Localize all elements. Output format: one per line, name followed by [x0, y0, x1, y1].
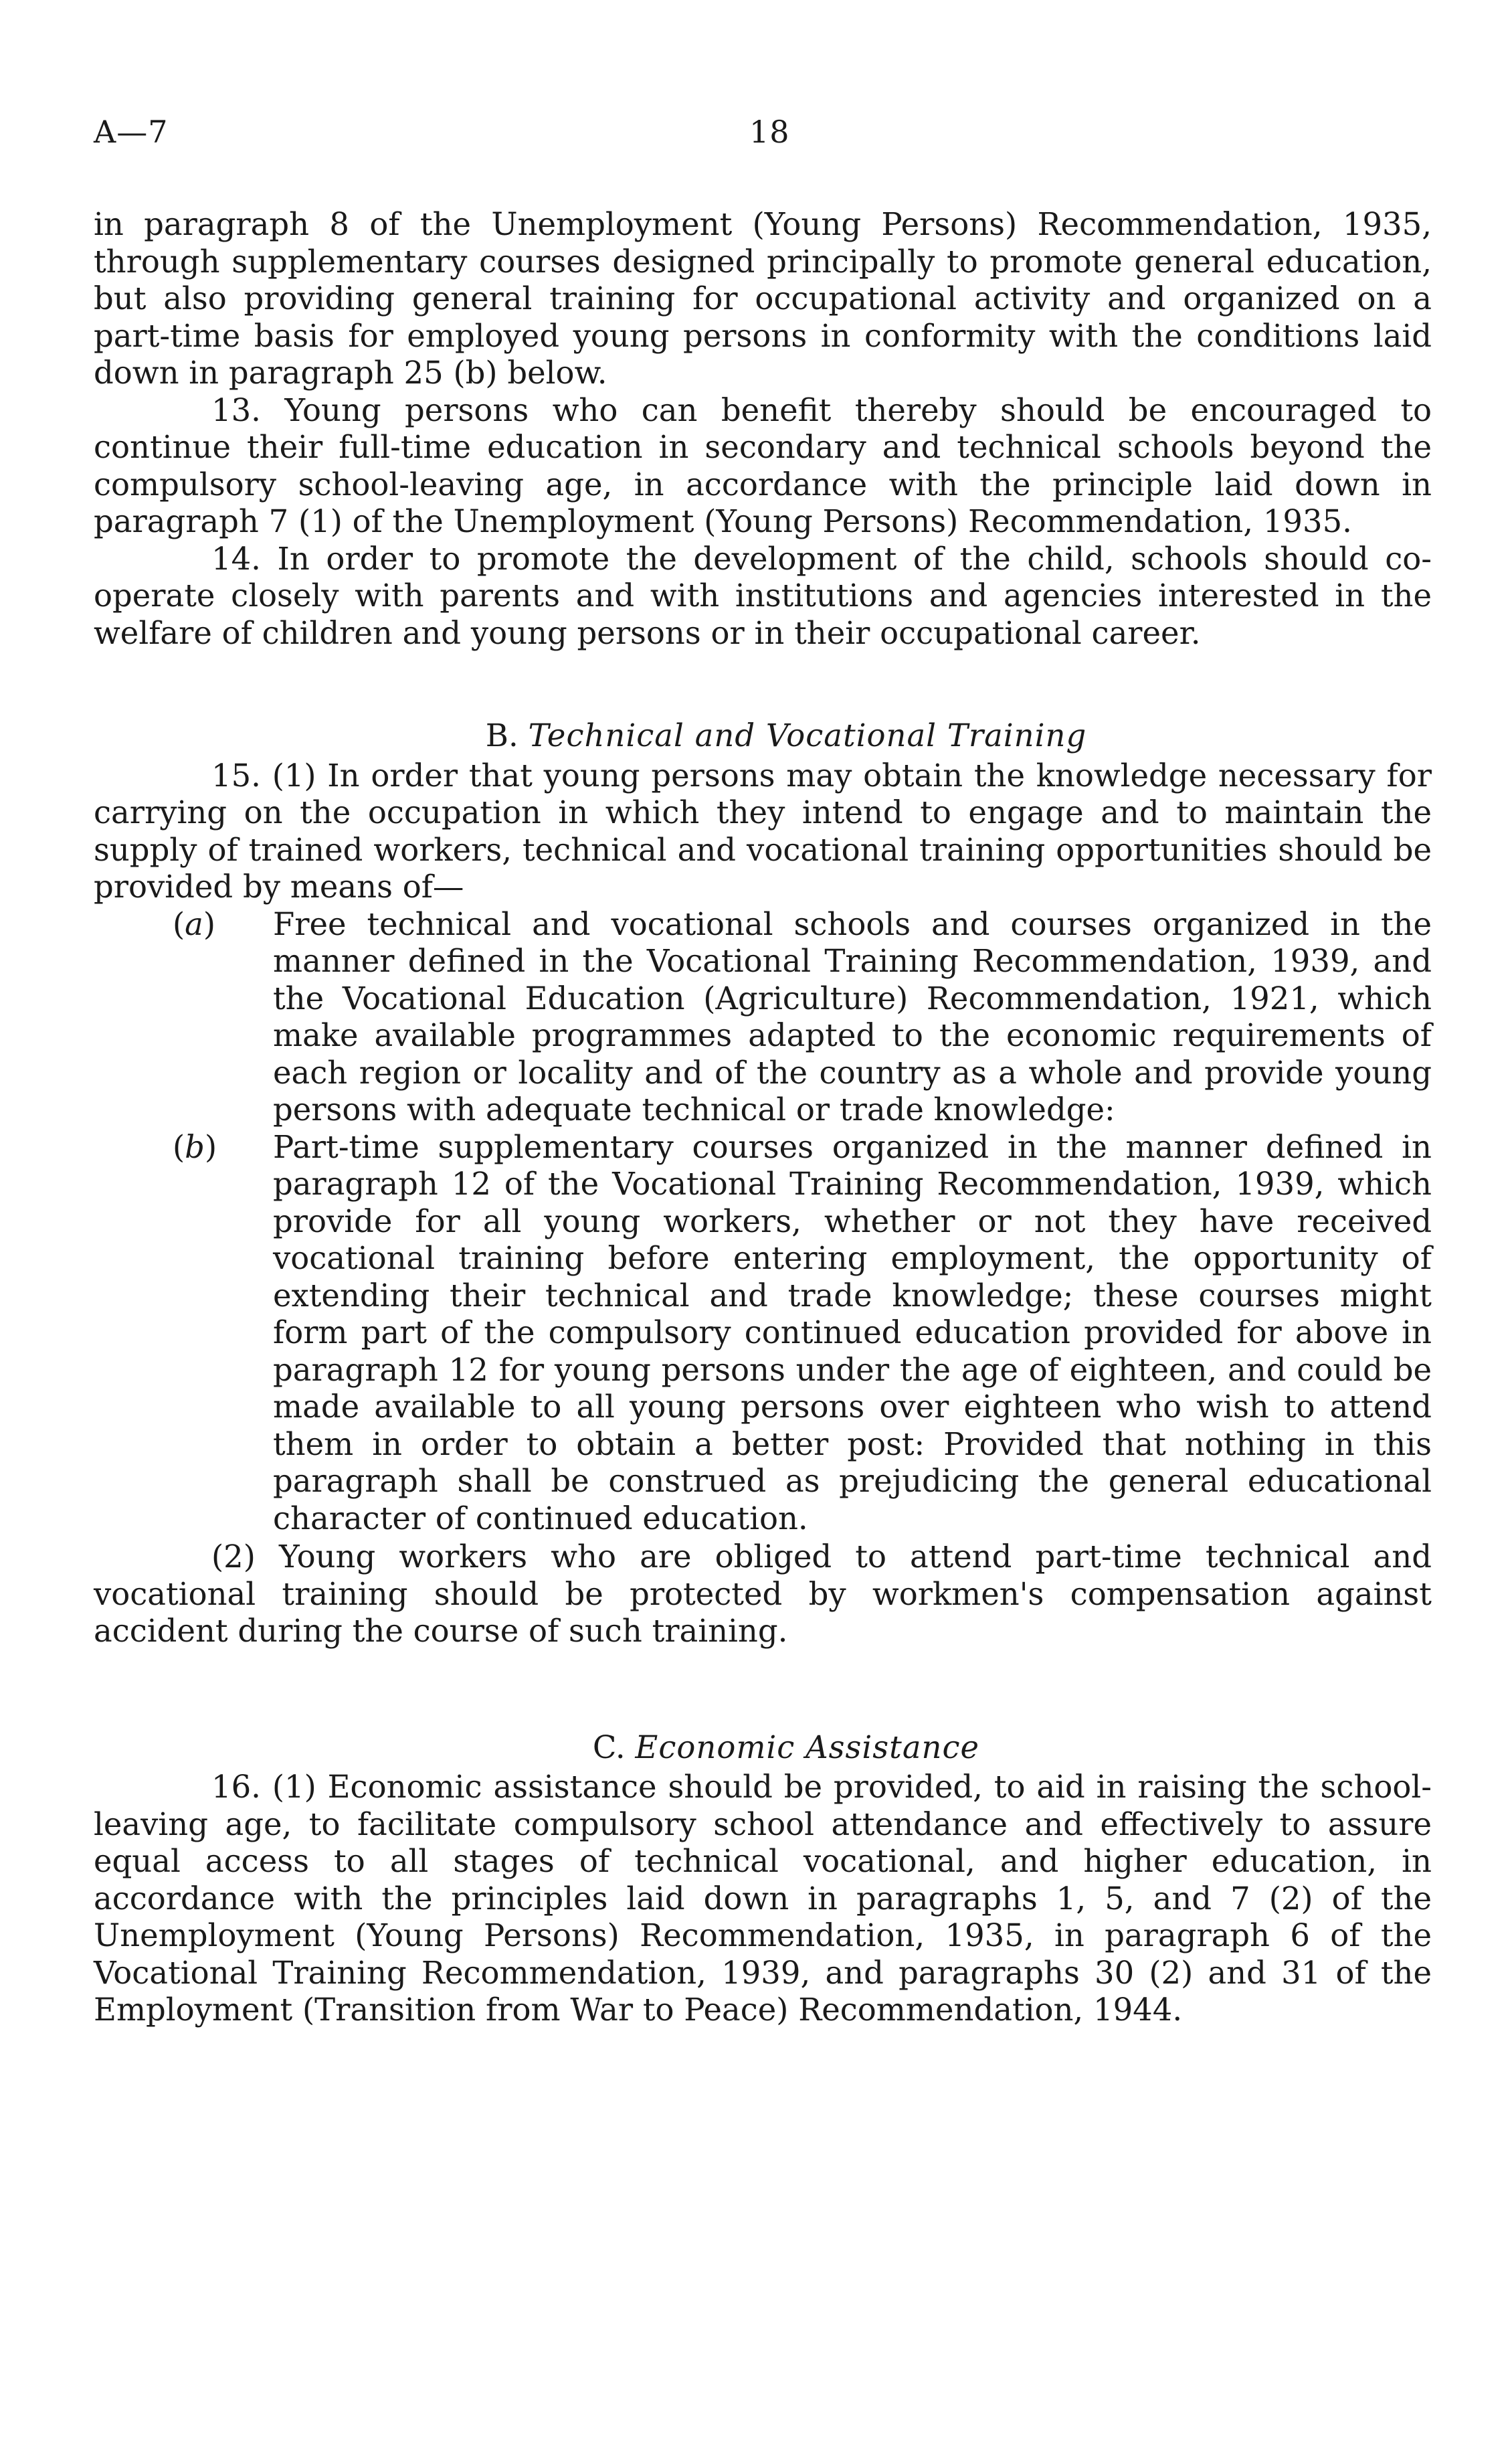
section-letter: B. — [485, 717, 518, 754]
list-marker: (b) — [173, 1128, 217, 1165]
section-heading-c — [94, 1729, 1432, 1767]
page-number: 18 — [749, 114, 790, 150]
list-item-text: Part-time supplementary courses organized in the manner defined in paragraph 12 of the Vocational Training Recommendation, 1939, which provide for all young workers, whether or not they have received vocational training before entering employment, the opportunity of extending their technical and trade knowledge; these courses might form part of the compulsory continued education provided for above in paragraph 12 for young persons under the age of eighteen, and could be made available to all young persons over eighteen who wish to attend them in order to obtain a better post: Provided that nothing in this paragraph shall be construed as prejudicing the general educational character of continued education. — [273, 1128, 1432, 1537]
list-item-a — [94, 906, 1432, 1129]
section-heading-b — [94, 717, 1432, 755]
page-reference: A—7 — [94, 114, 169, 150]
page-header — [94, 114, 1432, 161]
list-item-text: Free technical and vocational schools and courses organized in the manner defined in the Vocational Training Recommendation, 1939, and the Vocational Education (Agriculture) Recommendation, 1921, which make available programmes adapted to the economic requirements of each region or locality and of the country as a whole and provide young persons with adequate technical or trade knowledge: — [273, 905, 1432, 1128]
paragraph-12-continued: in paragraph 8 of the Unemployment (Young Persons) Recommendation, 1935, through supplementary courses designed principally to promote general education, but also providing general training for occupational activity and organized on a part-time basis for employed young persons in conformity with the conditions laid down in paragraph 25 (b) below. — [94, 206, 1432, 391]
list-item-b — [94, 1129, 1432, 1538]
section-title: Technical and Vocational Training — [528, 717, 1087, 754]
paragraph-16-1: 16. (1) Economic assistance should be provided, to aid in raising the school-leaving age, to facilitate compulsory school attendance and effectively to assure equal access to all stages of technical vocational, and higher education, in accordance with the principles laid down in paragraphs 1, 5, and 7 (2) of the Unemployment (Young Persons) Recommendation, 1935, in paragraph 6 of the Vocational Training Recommendation, 1939, and paragraphs 30 (2) and 31 of the Employment (Transition from War to Peace) Recommendation, 1944. — [94, 1769, 1432, 2028]
paragraph-15-2: (2) Young workers who are obliged to attend part-time technical and vocational training should be protected by workmen's compensation against accident during the course of such training. — [94, 1539, 1432, 1649]
paragraph-13: 13. Young persons who can benefit thereby should be encouraged to continue their full-time education in secondary and technical schools beyond the compulsory school-leaving age, in accordance with the principle laid down in paragraph 7 (1) of the Unemployment (Young Persons) Recommendation, 1935. — [94, 391, 1432, 539]
document-page — [94, 114, 1432, 2029]
paragraph-14: 14. In order to promote the development of the child, schools should co-operate closely with parents and with institutions and agencies interested in the welfare of children and young persons or in their occupational career. — [94, 540, 1432, 651]
list-marker: (a) — [173, 905, 216, 942]
paragraph-15-1: 15. (1) In order that young persons may obtain the knowledge necessary for carrying on the occupation in which they intend to engage and to maintain the supply of trained workers, technical and vocational training opportunities should be provided by means of— — [94, 757, 1432, 905]
section-title: Economic Assistance — [635, 1729, 980, 1765]
section-letter: C. — [592, 1729, 626, 1765]
